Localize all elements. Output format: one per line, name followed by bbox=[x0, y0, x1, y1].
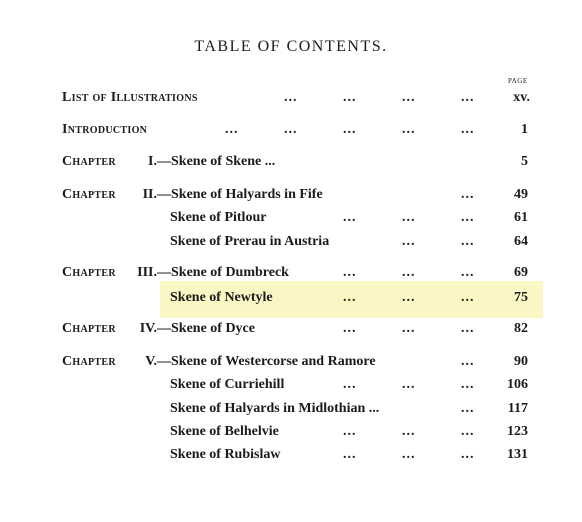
page-number: 1 bbox=[521, 122, 528, 137]
toc-entry[interactable] bbox=[0, 232, 582, 254]
leader-dots: ... bbox=[343, 447, 357, 462]
leader-dots: ... bbox=[402, 265, 416, 280]
entry-label: —Skene of Westercorse and Ramore bbox=[157, 354, 376, 369]
entry-label: Introduction bbox=[62, 122, 148, 137]
leader-dots: ... bbox=[402, 447, 416, 462]
leader-dots: ... bbox=[402, 90, 416, 105]
entry-label: —Skene of Dyce bbox=[157, 321, 255, 336]
entry-label: —Skene of Dumbreck bbox=[157, 265, 289, 280]
leader-dots: ... bbox=[461, 234, 475, 249]
page-number: 75 bbox=[514, 290, 528, 305]
leader-dots: ... bbox=[402, 210, 416, 225]
page-number: 123 bbox=[507, 424, 528, 439]
chapter-number: V. bbox=[145, 354, 157, 369]
leader-dots: ... bbox=[461, 377, 475, 392]
chapter-number: IV. bbox=[139, 321, 157, 336]
chapter-word: Chapter bbox=[62, 154, 116, 169]
toc-entry[interactable] bbox=[0, 399, 582, 421]
leader-dots: ... bbox=[461, 321, 475, 336]
page-number: 64 bbox=[514, 234, 528, 249]
entry-label: Skene of Rubislaw bbox=[170, 447, 281, 462]
toc-entry[interactable] bbox=[0, 208, 582, 230]
leader-dots: ... bbox=[284, 90, 298, 105]
entry-label: —Skene of Halyards in Fife bbox=[157, 187, 323, 202]
page-number: 61 bbox=[514, 210, 528, 225]
leader-dots: ... bbox=[343, 424, 357, 439]
chapter-number: III. bbox=[137, 265, 157, 280]
leader-dots: ... bbox=[402, 321, 416, 336]
toc-entry-highlighted[interactable] bbox=[0, 288, 582, 310]
toc-entry[interactable] bbox=[0, 263, 582, 285]
leader-dots: ... bbox=[461, 424, 475, 439]
leader-dots: ... bbox=[402, 377, 416, 392]
toc-entry[interactable] bbox=[0, 88, 582, 110]
page-number: 117 bbox=[507, 401, 528, 416]
leader-dots: ... bbox=[461, 354, 475, 369]
leader-dots: ... bbox=[343, 90, 357, 105]
toc-entry[interactable] bbox=[0, 352, 582, 374]
entry-label: Skene of Pitlour bbox=[170, 210, 267, 225]
leader-dots: ... bbox=[461, 447, 475, 462]
page-number: 69 bbox=[514, 265, 528, 280]
page-number: 82 bbox=[514, 321, 528, 336]
toc-entry[interactable] bbox=[0, 422, 582, 444]
entry-label: Skene of Belhelvie bbox=[170, 424, 279, 439]
leader-dots: ... bbox=[225, 122, 239, 137]
leader-dots: ... bbox=[343, 210, 357, 225]
toc-entry[interactable] bbox=[0, 185, 582, 207]
entry-label: Skene of Curriehill bbox=[170, 377, 285, 392]
toc-entry[interactable] bbox=[0, 375, 582, 397]
leader-dots: ... bbox=[402, 290, 416, 305]
leader-dots: ... bbox=[461, 265, 475, 280]
leader-dots: ... bbox=[402, 424, 416, 439]
page-column-header: PAGE bbox=[508, 77, 528, 85]
chapter-number: I. bbox=[148, 154, 157, 169]
leader-dots: ... bbox=[461, 122, 475, 137]
leader-dots: ... bbox=[461, 90, 475, 105]
entry-label: —Skene of Skene ... bbox=[157, 154, 276, 169]
leader-dots: ... bbox=[343, 290, 357, 305]
toc-entry[interactable] bbox=[0, 319, 582, 341]
entry-label: Skene of Prerau in Austria bbox=[170, 234, 330, 249]
leader-dots: ... bbox=[461, 187, 475, 202]
entry-label: Skene of Newtyle bbox=[170, 290, 273, 305]
entry-label: List of Illustrations bbox=[62, 90, 198, 105]
toc-entry[interactable] bbox=[0, 445, 582, 467]
chapter-word: Chapter bbox=[62, 187, 116, 202]
leader-dots: ... bbox=[343, 265, 357, 280]
leader-dots: ... bbox=[343, 122, 357, 137]
chapter-number: II. bbox=[142, 187, 157, 202]
leader-dots: ... bbox=[402, 122, 416, 137]
leader-dots: ... bbox=[461, 290, 475, 305]
page-number: 106 bbox=[507, 377, 528, 392]
page-number: xv. bbox=[513, 90, 530, 105]
leader-dots: ... bbox=[343, 377, 357, 392]
entry-label: Skene of Halyards in Midlothian ... bbox=[170, 401, 380, 416]
chapter-word: Chapter bbox=[62, 354, 116, 369]
leader-dots: ... bbox=[461, 210, 475, 225]
leader-dots: ... bbox=[402, 234, 416, 249]
page-number: 5 bbox=[521, 154, 528, 169]
leader-dots: ... bbox=[284, 122, 298, 137]
leader-dots: ... bbox=[343, 321, 357, 336]
toc-entry[interactable] bbox=[0, 120, 582, 142]
page-number: 131 bbox=[507, 447, 528, 462]
leader-dots: ... bbox=[461, 401, 475, 416]
page-number: 49 bbox=[514, 187, 528, 202]
page-title: TABLE OF CONTENTS. bbox=[194, 38, 388, 55]
chapter-word: Chapter bbox=[62, 321, 116, 336]
chapter-word: Chapter bbox=[62, 265, 116, 280]
toc-entry[interactable] bbox=[0, 152, 582, 174]
page-number: 90 bbox=[514, 354, 528, 369]
